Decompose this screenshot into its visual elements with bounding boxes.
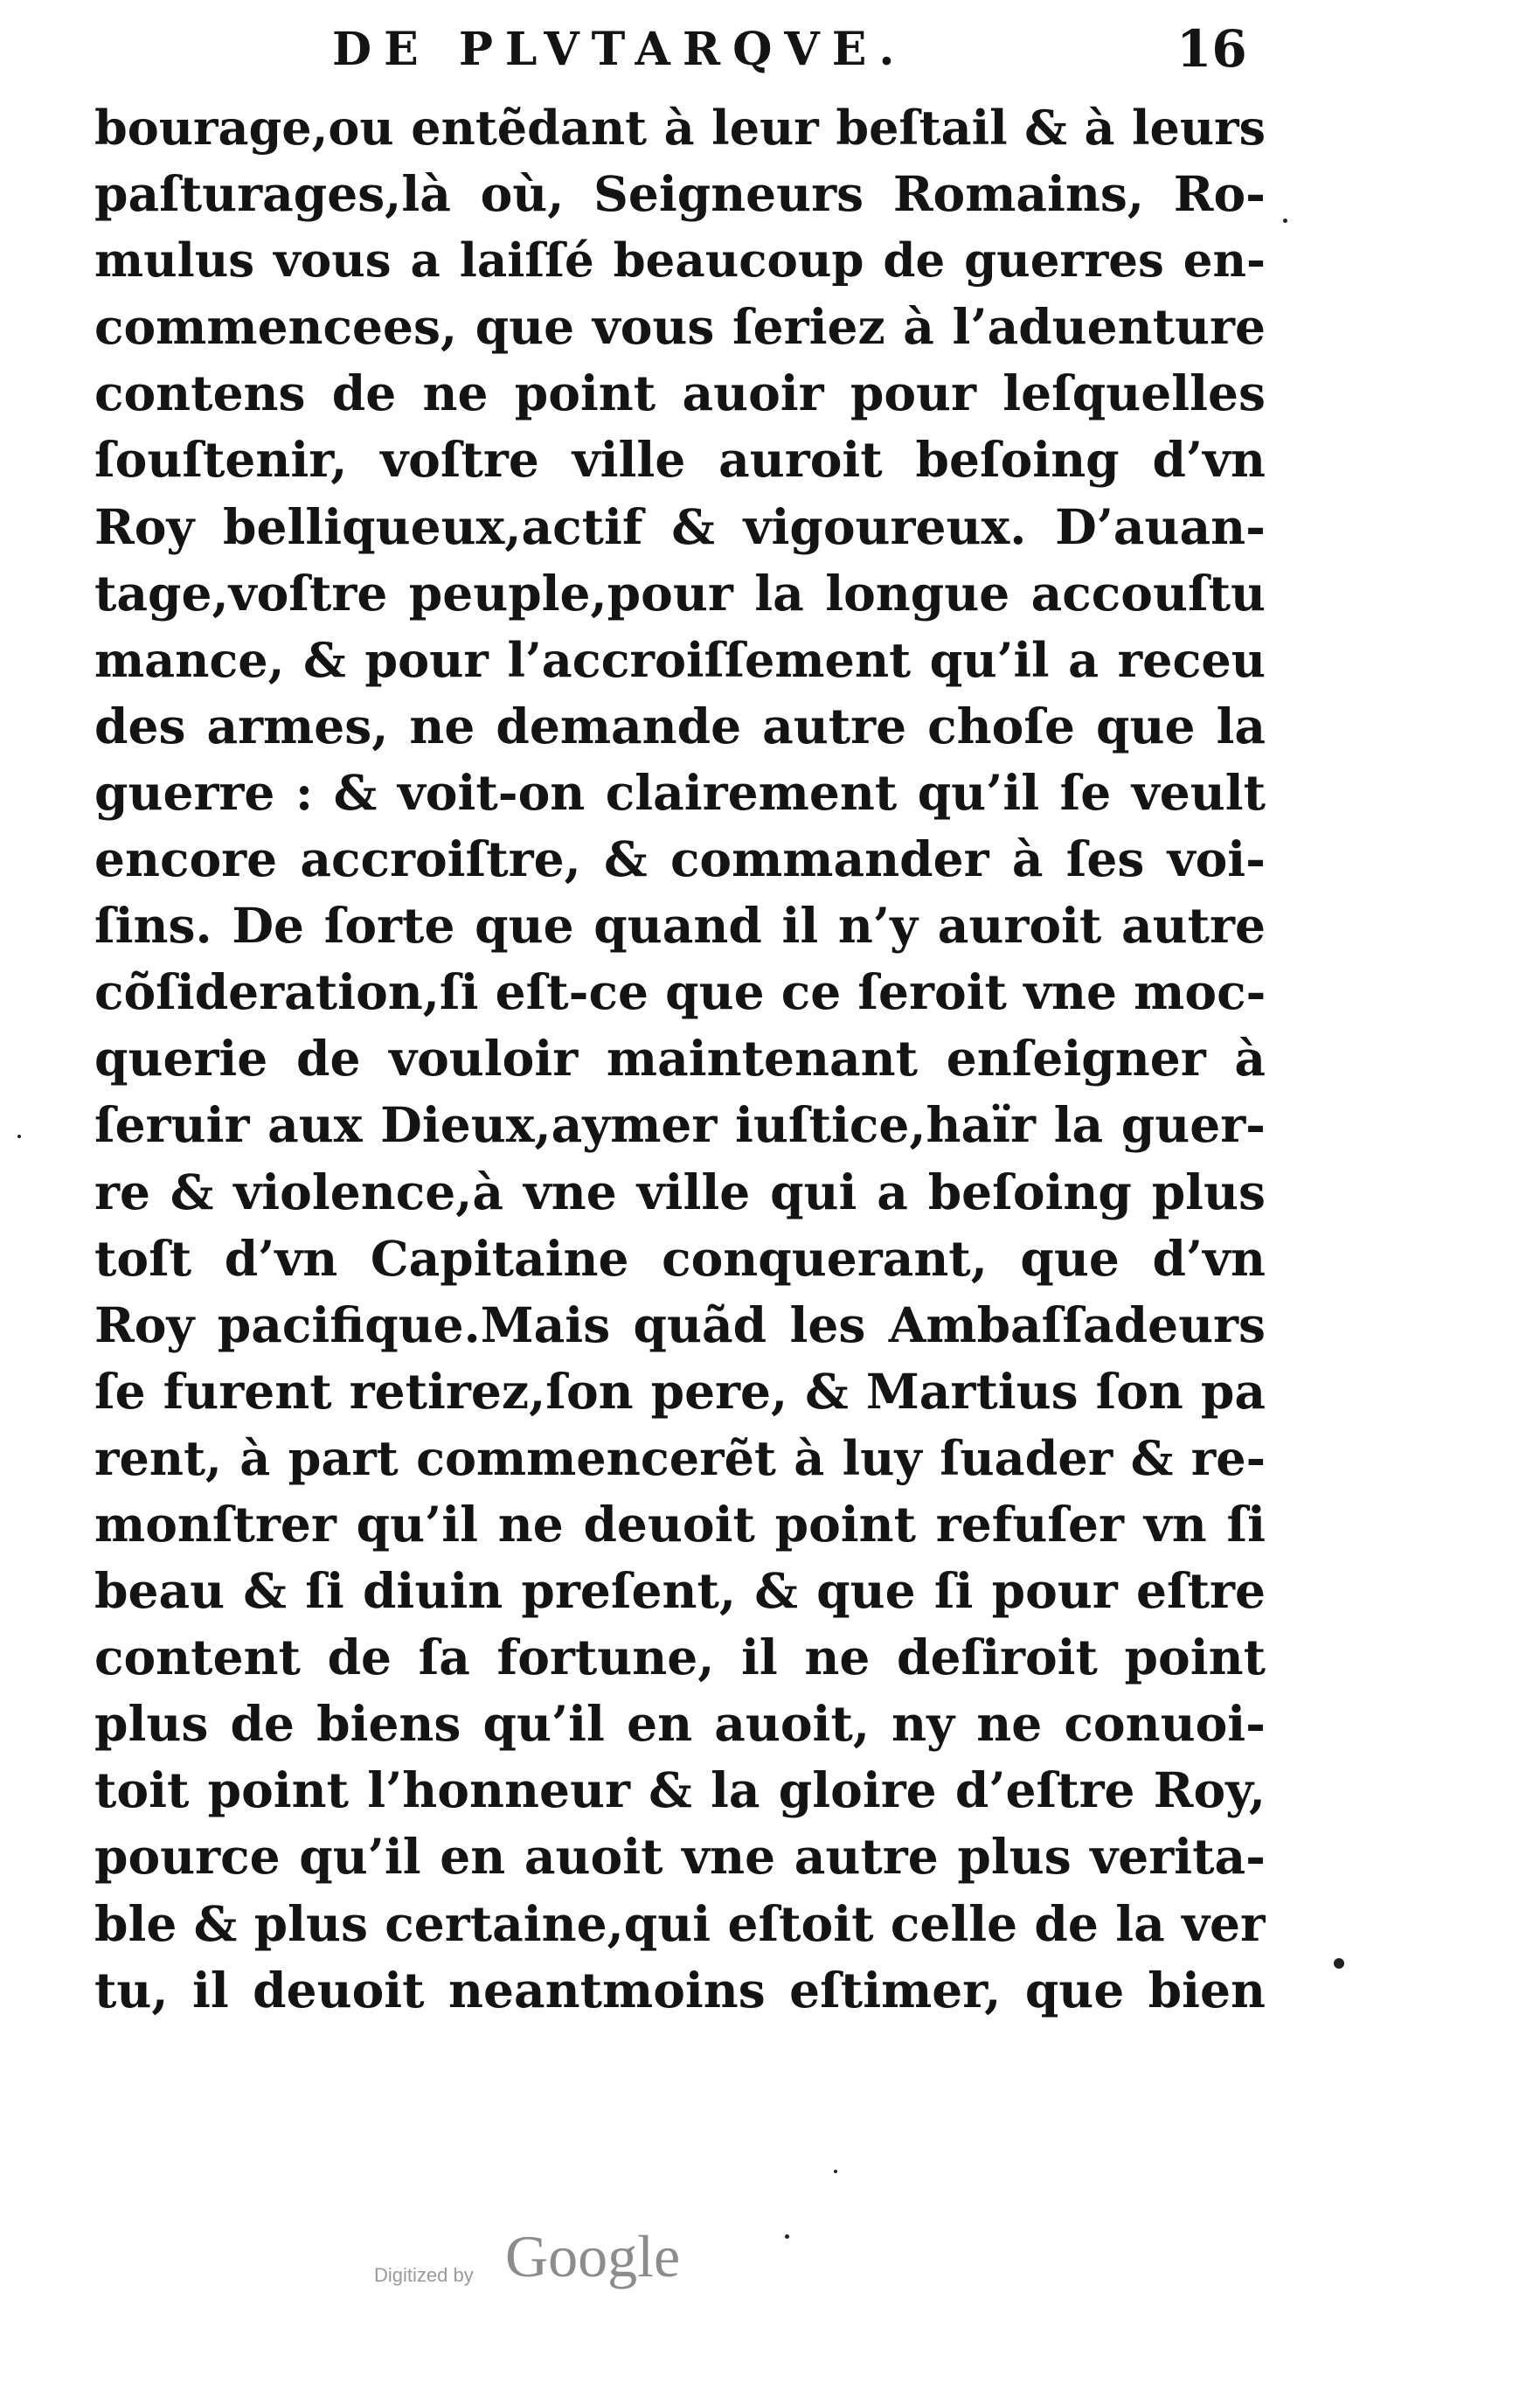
page-header: [332, 16, 1259, 94]
ink-speck: [785, 2234, 789, 2239]
text-line: rent, à part commencerẽt à luy ſuader & re-: [94, 1429, 1266, 1486]
text-line: toſt d’vn Capitaine conquerant, que d’vn: [94, 1229, 1266, 1287]
text-line: contens de ne point auoir pour leſquelles: [94, 365, 1266, 422]
text-line: ble & plus certaine,qui eſtoit celle de la ver: [94, 1894, 1266, 1952]
text-line: guerre : & voit-on clairement qu’il ſe veult: [94, 763, 1266, 821]
running-head: DE PLVTARQVE.: [332, 23, 907, 76]
text-line: pource qu’il en auoit vne autre plus verita-: [94, 1828, 1266, 1886]
text-line: ſeruir aux Dieux,aymer iuſtice,haïr la guer-: [94, 1096, 1266, 1154]
text-line: beau & ſi diuin preſent, & que ſi pour eſtre: [94, 1562, 1266, 1620]
text-line: bourage,ou entẽdant à leur beſtail & à leurs: [94, 100, 1266, 156]
text-line: re & violence,à vne ville qui a beſoing plus: [94, 1163, 1266, 1220]
text-line: mance, & pour l’accroiſſement qu’il a receu: [94, 631, 1266, 688]
text-line: mulus vous a laiſſé beaucoup de guerres en-: [94, 233, 1266, 288]
text-line: content de ſa fortune, il ne deſiroit point: [94, 1629, 1266, 1686]
text-line: tu, il deuoit neantmoins eſtimer, que bien: [94, 1961, 1266, 2018]
text-line: monſtrer qu’il ne deuoit point refuſer vn ſi: [94, 1495, 1266, 1553]
google-logo: Google: [505, 2223, 681, 2289]
text-line: ſins. De ſorte que quand il n’y auroit autre: [94, 897, 1266, 955]
page-number: 16: [1176, 19, 1247, 79]
text-line: querie de vouloir maintenant enſeigner à: [94, 1030, 1266, 1087]
ink-speck: [17, 1135, 21, 1138]
digitized-label: Digitized by: [374, 2264, 474, 2286]
text-line: toit point l’honneur & la gloire d’eſtre Roy,: [94, 1761, 1266, 1819]
body-text: [94, 94, 1266, 2024]
text-line: Roy pacifique.Mais quãd les Ambaſſadeurs: [94, 1296, 1266, 1353]
text-line: encore accroiſtre, & commander à ſes voi-: [94, 830, 1266, 888]
text-line: des armes, ne demande autre choſe que la: [94, 697, 1266, 754]
text-line: ſouſtenir, voſtre ville auroit beſoing d’vn: [94, 431, 1266, 489]
text-line: paſturages,là où, Seigneurs Romains, Ro-: [94, 165, 1266, 223]
text-line: ſe furent retirez,ſon pere, & Martius ſon pa: [94, 1362, 1266, 1420]
ink-speck: [1283, 219, 1287, 223]
text-line: commencees, que vous ſeriez à l’aduenture: [94, 298, 1266, 356]
ink-speck: [1334, 1958, 1344, 1969]
text-line: tage,voſtre peuple,pour la longue accouſtu: [94, 564, 1266, 622]
text-line: Roy belliqueux,actif & vigoureux. D’auan-: [94, 497, 1266, 555]
text-line: cõſideration,ſi eſt-ce que ce ſeroit vne moc-: [94, 963, 1266, 1021]
ink-speck: [834, 2170, 837, 2173]
text-line: plus de biens qu’il en auoit, ny ne conuoi-: [94, 1695, 1266, 1753]
digitization-watermark: [374, 2222, 741, 2301]
